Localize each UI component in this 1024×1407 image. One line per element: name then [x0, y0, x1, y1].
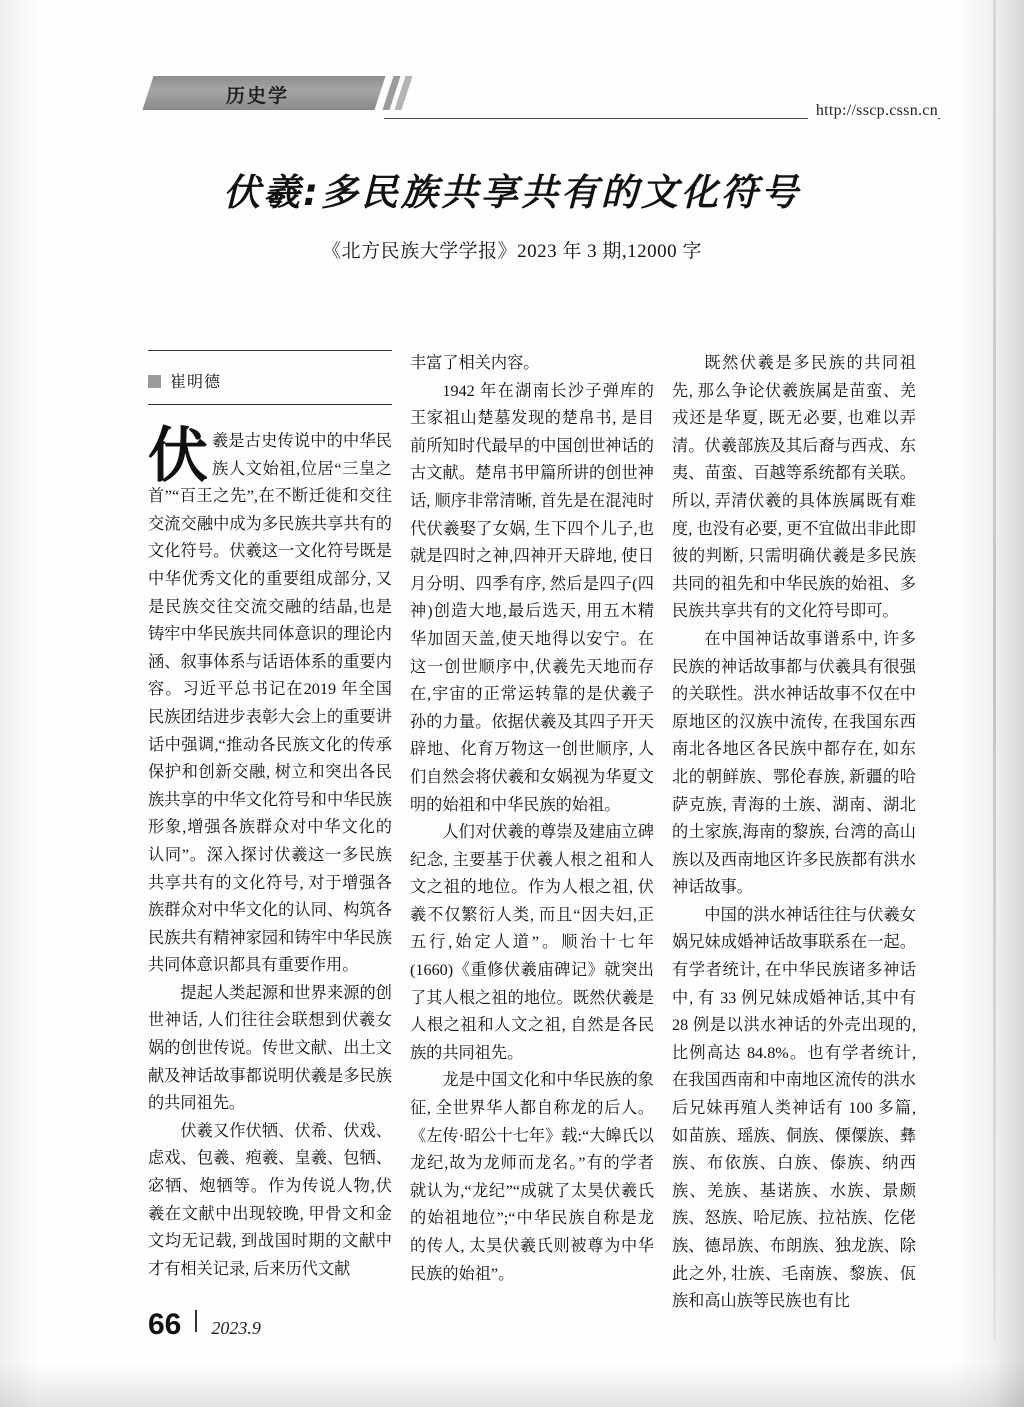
article-source-line: 《北方民族大学学报》2023 年 3 期,12000 字 [322, 241, 702, 262]
column-1-text [148, 421, 392, 1283]
paragraph: 既然伏羲是多民族的共同祖先, 那么争论伏羲族属是苗蛮、羌戎还是华夏, 既无必要, 也难以弄清。伏羲部族及其后裔与西戎、东夷、苗蛮、百越等系统都有关联。所以, 弄清伏羲的具体族属既有难度, 也没有必要, 更不宜做出非此即彼的判断, 只需明确伏羲是多民族共同的祖先和中华民族的始祖、多民族共享共有的文化符号即可。 [672, 354, 916, 621]
author-row [148, 368, 221, 396]
paragraph: 龙是中国文化和中华民族的象征, 全世界华人都自称龙的后人。《左传·昭公十七年》载:“大皞氏以龙纪,故为龙师而龙名。”有的学者就认为,“龙纪”“成就了太昊伏羲氏的始祖地位”;“中华民族自称是龙的传人, 太昊伏羲氏则被尊为中华民族的始祖”。 [410, 1071, 654, 1283]
paragraph: 伏羲又作伏牺、伏希、伏戏、虑戏、包羲、疱羲、皇羲、包牺、宓牺、炮牺等。作为传说人物,伏羲在文献中出现较晚, 甲骨文和金文均无记载, 到战国时期的文献中才有相关记录, 后来历代文献 [148, 1121, 392, 1278]
paragraph: 伏羲是古史传说中的中华民族人文始祖,位居“三皇之首”“百王之先”,在不断迁徙和交往交流交融中成为多民族共享共有的文化符号。伏羲这一文化符号既是中华优秀文化的重要组成部分, 又是民族交往交流交融的结晶,也是铸牢中华民族共同体意识的理论内涵、叙事体系与话语体系的重要内容。习近平总书记在2019 年全国民族团结进步表彰大会上的重要讲话中强调,“推动各民族文化的传承保护和创新交融, 树立和突出各民族共享的中华文化符号和中华民族形象,增强各族群众对中华文化的认同”。深入探讨伏羲这一多民族共享共有的文化符号, 对于增强各族群众对中华文化的认同、构筑各民族共有精神家园和铸牢中华民族共同体意识都具有重要作用。 [148, 421, 392, 975]
drop-cap: 伏 [148, 421, 208, 491]
article-title: 伏羲:多民族共享共有的文化符号 [223, 171, 801, 214]
section-tag-label: 历史学 [226, 85, 290, 107]
paragraph: 人们对伏羲的尊崇及建庙立碑纪念, 主要基于伏羲人根之祖和人文之祖的地位。作为人根之祖, 伏羲不仅繁衍人类, 而且“因夫妇,正五行,始定人道”。顺治十七年(1660)《重修伏羲庙碑记》就突出了其人根之祖的地位。既然伏羲是人根之祖和人文之祖, 自然是各民族的共同祖先。 [410, 823, 654, 1062]
page-number: 66 [148, 1308, 182, 1341]
page-header [148, 72, 938, 132]
paragraph: 1942 年在湖南长沙子弹库的王家祖山楚墓发现的楚帛书, 是目前所知时代最早的中国创世神话的古文献。楚帛书甲篇所讲的创世神话, 顺序非常清晰, 首先是在混沌时代伏羲娶了女娲, 生下四个儿子,也就是四时之神,四神开天辟地, 使日月分明、四季有序, 然后是四子(四神)创造大地,最后选天, 用五木精华加固天盖,使天地得以安宁。在这一创世顺序中,伏羲先天地而存在,宇宙的正常运转靠的是伏羲子孙的力量。依据伏羲及其四子开天辟地、化育万物这一创世顺序, 人们自然会将伏羲和女娲视为华夏文明的始祖和中华民族的始祖。 [410, 381, 654, 814]
author-bullet-icon [148, 375, 161, 388]
page-footer [148, 1308, 261, 1342]
article-body [148, 350, 938, 1311]
author-divider-top [148, 350, 392, 351]
footer-divider [195, 1310, 197, 1332]
header-url: http://sscp.cssn.cn [808, 102, 938, 120]
paragraph: 中国的洪水神话往往与伏羲女娲兄妹成婚神话故事联系在一起。有学者统计, 在中华民族诸多神话中, 有 33 例兄妹成婚神话,其中有 28 例是以洪水神话的外壳出现的,比例高达 84.8%。也有学者统计, 在我国西南和中南地区流传的洪水后兄妹再殖人类神话有 100 多篇,如苗族、瑶族、侗族、傈僳族、彝族、布依族、白族、傣族、纳西族、羌族、基诺族、水族、景颇族、怒族、哈尼族、拉祜族、仡佬族、德昂族、布朗族、独龙族、除此之外, 壮族、毛南族、黎族、佤族和高山族等民族也有比 [672, 905, 916, 1311]
column-2 [410, 350, 654, 1288]
author-name: 崔明德 [170, 372, 222, 391]
paragraph: 提起人类起源和世界来源的创世神话, 人们往往会联想到伏羲女娲的创世传说。传世文献、出土文献及神话故事都说明伏羲是多民族的共同祖先。 [148, 983, 392, 1113]
scan-shadow-bottom [0, 1362, 1024, 1407]
column-3 [672, 350, 916, 1316]
paragraph: 在中国神话故事谱系中, 许多民族的神话故事都与伏羲具有很强的关联性。洪水神话故事不仅在中原地区的汉族中流传, 在我国东西南北各地区各民族中都存在, 如东北的朝鲜族、鄂伦春族, 新疆的哈萨克族, 青海的土族、湖南、湖北的土家族,海南的黎族, 台湾的高山族以及西南地区许多民族都有洪水神话故事。 [672, 629, 916, 897]
footer-date: 2023.9 [211, 1318, 261, 1338]
paragraph: 丰富了相关内容。 [410, 354, 540, 372]
author-divider-bottom [148, 404, 392, 405]
